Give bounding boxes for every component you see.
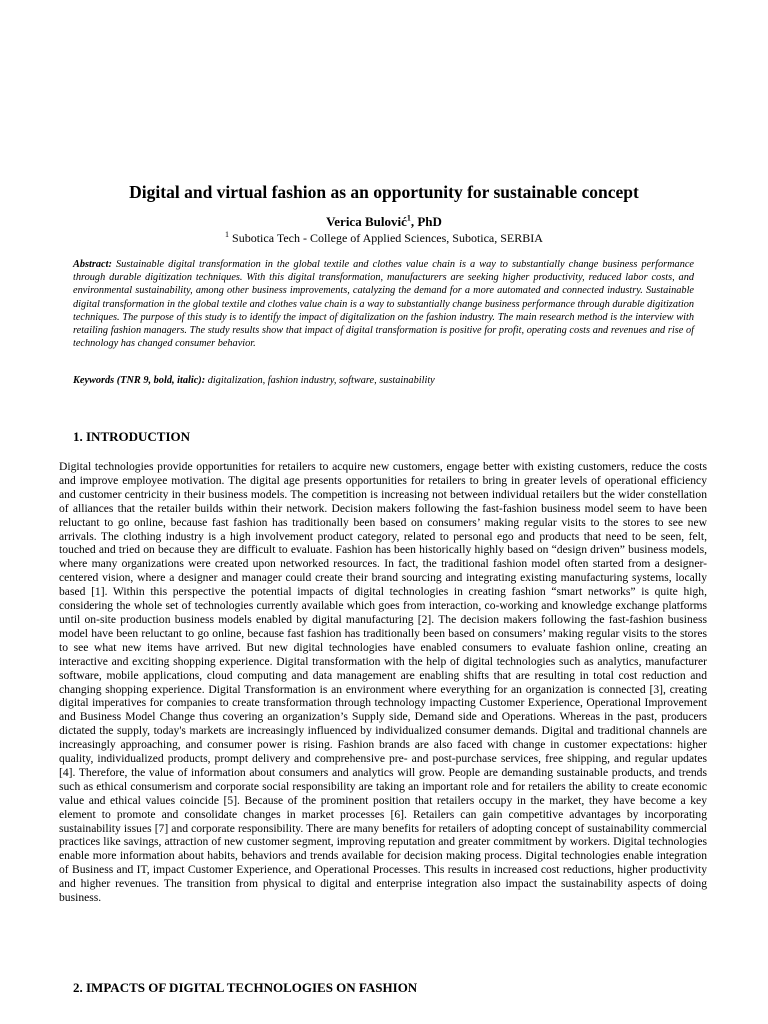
abstract-text: Sustainable digital transformation in the global textile and clothes value chain is a way to substantially change business performance through durable digitization techniques. With this digital transformation, manufacturers are seeking higher productivity, reduced labor costs, and environmental sustainability, among other business improvements, catalyzing the demand for a more automated and connected industry. Sustainable digital transformation in the global textile and clothes value chain is a way to substantially change business performance through durable digitization techniques. The purpose of this study is to identify the impact of digitalization on the fashion industry. The main research method is the interview with retailing fashion managers. The study results show that impact of digital transformation is positive for profit, operating costs and revenues and rise of technology has changed consumer behavior.: [73, 259, 694, 350]
affiliation-line: [0, 230, 768, 246]
affiliation-superscript: 1: [225, 230, 230, 239]
affiliation-text: Subotica Tech - College of Applied Sciences, Subotica, SERBIA: [229, 231, 543, 245]
keywords-label: Keywords (TNR 9, bold, italic):: [73, 375, 206, 386]
author-name: Verica Bulović: [326, 214, 407, 229]
abstract-label: Abstract:: [73, 259, 112, 270]
author-line: [0, 213, 768, 231]
section-heading-impacts: 2. IMPACTS OF DIGITAL TECHNOLOGIES ON FASHION: [73, 980, 418, 995]
keywords-text: digitalization, fashion industry, software, sustainability: [205, 375, 435, 386]
abstract: [73, 258, 694, 350]
keywords: [73, 374, 694, 387]
section-body-introduction: Digital technologies provide opportunities for retailers to acquire new customers, engage better with existing customers, reduce the costs and improve employee motivation. The digital age presents opportunities for retailers to bring in greater levels of operational efficiency and customer centricity in their business models. The competition is increasing not between individual retailers but the wider constellation of alliances that the retailer builds within their network. Decision makers following the fast-fashion business model seem to have been reluctant to go online, because fast fashion has traditionally been based on consumers’ making regular visits to the stores to see new arrivals. The clothing industry is a high involvement product category, related to personal ego and products that need to be seen, felt, touched and tried on because they are difficult to evaluate. Fashion has been historically highly based on “design driven” business models, where many organizations were created upon networked resources. In fact, the traditional fashion model often started from a designer-centered vision, where a designer and manager could create their brand sourcing and integrating existing manufacturing systems, locally based [1]. Within this perspective the potential impacts of digital technologies in creating fashion “smart networks” is quite high, considering the whole set of technologies currently available which goes from interaction, co-working and knowledge exchange platforms until on-site production business models enabled by digital manufacturing [2]. The decision makers following the fast-fashion business model have been reluctant to go online, because fast fashion has traditionally been based on consumers’ making regular visits to the stores to see what new items have arrived. But new digital technologies have enabled consumers to evaluate fashion online, creating an interactive and exciting shopping experience. Digital transformation with the help of digital technologies such as analytics, manufacturer software, mobile applications, cloud computing and data management are enabling shifts that are resulting in total cost reduction and changing shopping experience. Digital Transformation is an environment where everything for an organization is connected [3], creating digital imperatives for companies to create transformation through technology impacting Customer Experience, Operational Improvement and Business Model Change thus covering an organization’s Supply side, Demand side and Operations. Whereas in the past, producers dictated the supply, today's markets are increasingly influenced by individualized consumer demands. Digital and traditional channels are increasingly approaching, and consumer power is rising. Fashion brands are also faced with change in customer expectations: higher quality, individualized products, prompt delivery and comprehensive pre- and post-purchase services, free shipping, and regular updates [4]. Therefore, the value of information about consumers and analytics will grow. People are demanding sustainable products, and trends such as ethical consumerism and corporate social responsibility are taking an important role and for retailers the ability to create economic value and ethical values coincide [5]. Because of the prominent position that retailers occupy in the market, they have become a key element to promote and consolidate changes in market processes [6]. Retailers can gain competitive advantages by incorporating sustainability issues [7] and corporate responsibility. There are many benefits for retailers of adopting concept of sustainability commercial practices like savings, attraction of new customer segment, improving reputation and greater commitment by workers. Digital technologies enable more information about habits, behaviors and trends available for decision making process. Digital technologies enable integration of Business and IT, impact Customer Experience, and Operational Processes. This results in increased cost reductions, higher productivity and higher revenues. The transition from physical to digital and enterprise integration also impact the sustainability aspects of doing business.: [59, 460, 707, 905]
section-heading-introduction: 1. INTRODUCTION: [73, 429, 191, 444]
author-superscript: 1: [406, 213, 411, 223]
author-degree: , PhD: [410, 214, 442, 229]
paper-title: Digital and virtual fashion as an opportunity for sustainable concept: [129, 182, 639, 202]
